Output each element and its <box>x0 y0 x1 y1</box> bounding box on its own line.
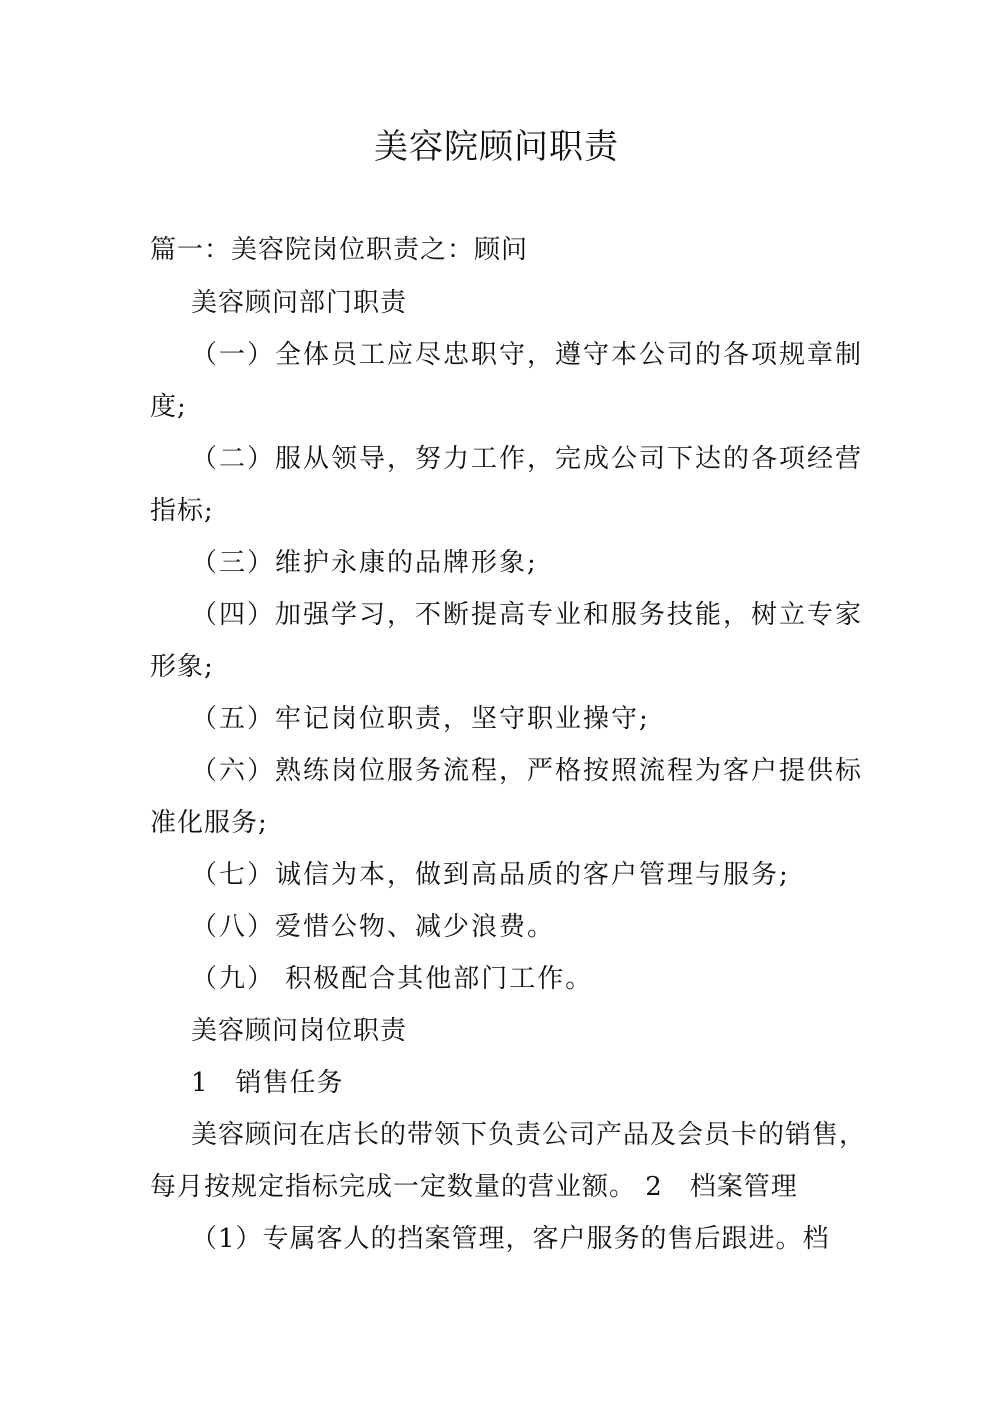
paragraph-line: 准化服务; <box>150 808 268 838</box>
paragraph-line: 指标; <box>150 496 214 526</box>
paragraph-line: （五）牢记岗位职责，坚守职业操守; <box>191 704 650 734</box>
section-heading: 篇一：美容院岗位职责之：顾问 <box>150 235 529 265</box>
paragraph-line: （三）维护永康的品牌形象; <box>191 548 538 578</box>
paragraph-line: 1 销售任务 <box>191 1068 344 1098</box>
paragraph-line: （八）爱惜公物、减少浪费。 <box>191 912 556 942</box>
paragraph-line: 美容顾问在店长的带领下负责公司产品及会员卡的销售， <box>191 1120 867 1150</box>
paragraph-line: （六）熟练岗位服务流程，严格按照流程为客户提供标 <box>191 756 864 786</box>
document-title: 美容院顾问职责 <box>374 127 619 167</box>
paragraph-line: 形象; <box>150 652 214 682</box>
paragraph-line: （二）服从领导，努力工作，完成公司下达的各项经营 <box>191 444 864 474</box>
paragraph-line: （一）全体员工应尽忠职守，遵守本公司的各项规章制 <box>191 340 864 370</box>
subsection-heading: 美容顾问部门职责 <box>191 288 408 318</box>
subsection-heading: 美容顾问岗位职责 <box>191 1016 408 1046</box>
paragraph-line: （四）加强学习，不断提高专业和服务技能，树立专家 <box>191 600 864 630</box>
paragraph-line: （1）专属客人的挡案管理，客户服务的售后跟进。档 <box>191 1224 830 1254</box>
paragraph-line: （九） 积极配合其他部门工作。 <box>191 964 594 994</box>
paragraph-line: （七）诚信为本，做到高品质的客户管理与服务; <box>191 860 790 890</box>
paragraph-line: 每月按规定指标完成一定数量的营业额。 2 档案管理 <box>150 1172 798 1202</box>
paragraph-line: 度; <box>150 392 187 422</box>
